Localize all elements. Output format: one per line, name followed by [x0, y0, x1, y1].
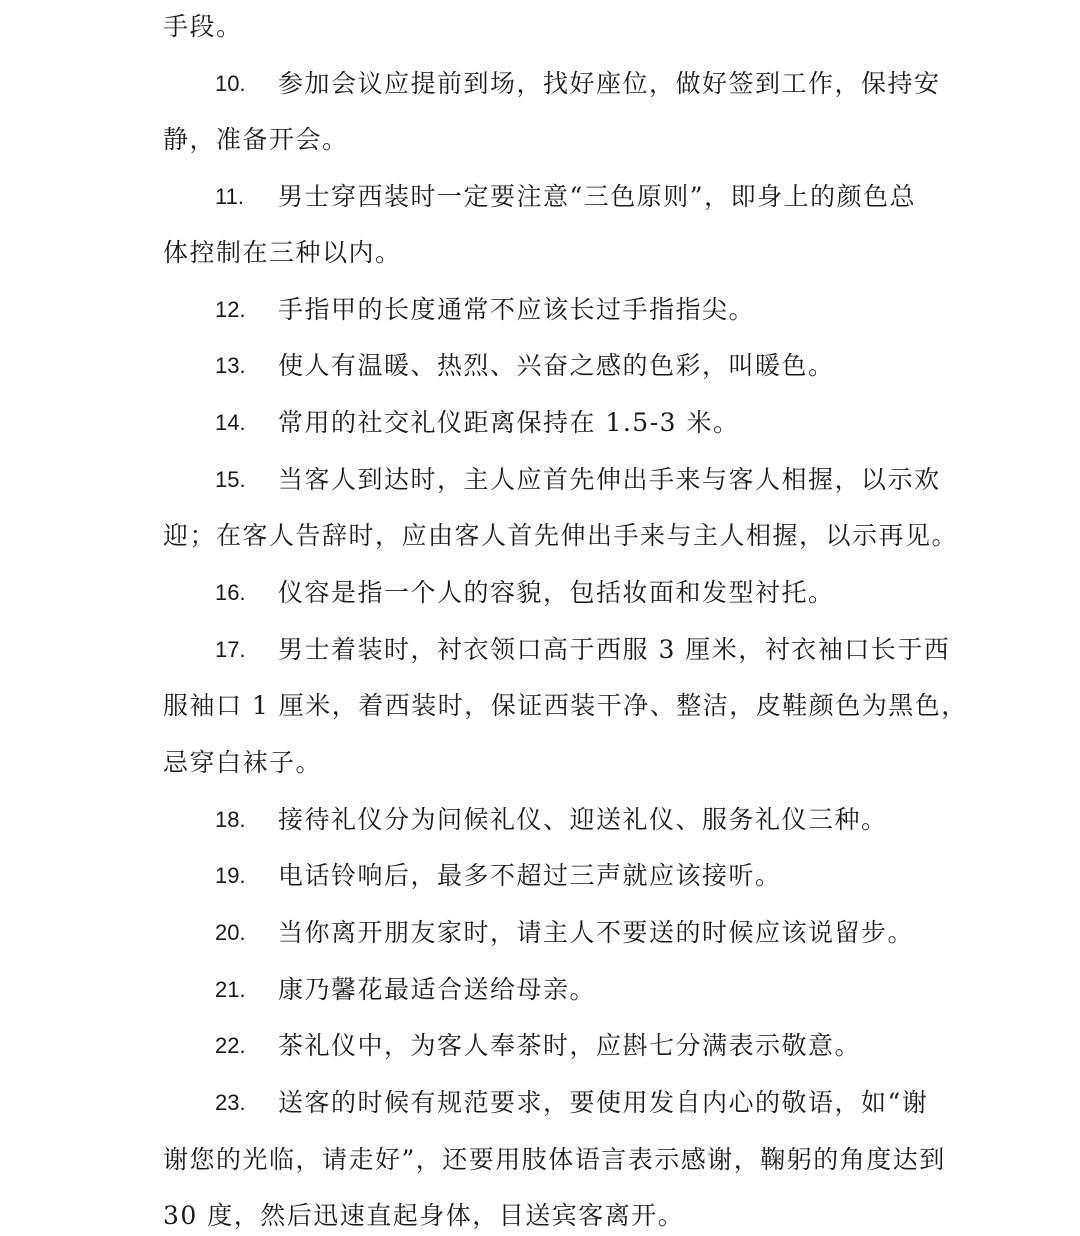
paragraph-line: 送客的时候有规范要求，要使用发自内心的敬语，如“谢	[278, 1088, 929, 1117]
item-number: 23.	[215, 1090, 246, 1115]
item-number: 21.	[215, 977, 246, 1002]
list-item-23	[163, 1083, 929, 1123]
list-item-20	[163, 913, 923, 953]
item-number: 11.	[215, 184, 244, 209]
paragraph-line: 当客人到达时，主人应首先伸出手来与客人相握，以示欢	[278, 465, 941, 494]
paragraph-line: 仪容是指一个人的容貌，包括妆面和发型衬托。	[278, 578, 835, 607]
list-item-19	[163, 856, 923, 896]
paragraph-line: 康乃馨花最适合送给母亲。	[278, 975, 597, 1004]
paragraph-line: 使人有温暖、热烈、兴奋之感的色彩，叫暖色。	[278, 351, 835, 380]
list-item-14	[163, 403, 923, 443]
paragraph-line: 当你离开朋友家时，请主人不要送的时候应该说留步。	[278, 918, 915, 947]
paragraph-line: 接待礼仪分为问候礼仪、迎送礼仪、服务礼仪三种。	[278, 805, 888, 834]
item-number: 18.	[215, 807, 246, 832]
paragraph-line: 男士穿西装时一定要注意“三色原则”，即身上的颜色总	[278, 182, 917, 211]
list-item-15	[163, 460, 941, 500]
list-item-22	[163, 1026, 923, 1066]
paragraph-line: 体控制在三种以内。	[163, 238, 402, 267]
paragraph-line: 静，准备开会。	[163, 125, 349, 154]
paragraph-line: 迎；在客人告辞时，应由客人首先伸出手来与主人相握，以示再见。	[163, 521, 959, 550]
list-item-10	[163, 64, 941, 104]
item-number: 15.	[215, 467, 246, 492]
list-item-16	[163, 573, 923, 613]
list-item-21	[163, 970, 923, 1010]
paragraph-line: 手段。	[163, 12, 243, 41]
list-item-17	[163, 630, 951, 670]
list-item-13	[163, 346, 923, 386]
list-item-12	[163, 290, 923, 330]
paragraph-line: 男士着装时，衬衣领口高于西服 3 厘米，衬衣袖口长于西	[278, 635, 951, 664]
paragraph-line: 忌穿白袜子。	[163, 748, 323, 777]
item-number: 19.	[215, 863, 246, 888]
item-number: 20.	[215, 920, 246, 945]
item-number: 13.	[215, 353, 246, 378]
item-number: 17.	[215, 637, 246, 662]
item-number: 10.	[215, 71, 246, 96]
item-number: 16.	[215, 580, 246, 605]
item-number: 12.	[215, 297, 246, 322]
paragraph-line: 常用的社交礼仪距离保持在 1.5-3 米。	[278, 408, 740, 437]
paragraph-line: 电话铃响后，最多不超过三声就应该接听。	[278, 861, 782, 890]
paragraph-line: 茶礼仪中，为客人奉茶时，应斟七分满表示敬意。	[278, 1031, 862, 1060]
paragraph-line: 手指甲的长度通常不应该长过手指指尖。	[278, 295, 756, 324]
item-number: 14.	[215, 410, 246, 435]
list-item-18	[163, 800, 923, 840]
paragraph-line: 服袖口 1 厘米，着西装时，保证西装干净、整洁，皮鞋颜色为黑色，	[163, 691, 968, 720]
paragraph-line: 参加会议应提前到场，找好座位，做好签到工作，保持安	[278, 69, 941, 98]
list-item-11	[163, 177, 923, 217]
item-number: 22.	[215, 1033, 246, 1058]
paragraph-line: 30 度，然后迅速直起身体，目送宾客离开。	[163, 1201, 685, 1230]
paragraph-line: 谢您的光临，请走好”，还要用肢体语言表示感谢，鞠躬的角度达到	[163, 1145, 946, 1174]
